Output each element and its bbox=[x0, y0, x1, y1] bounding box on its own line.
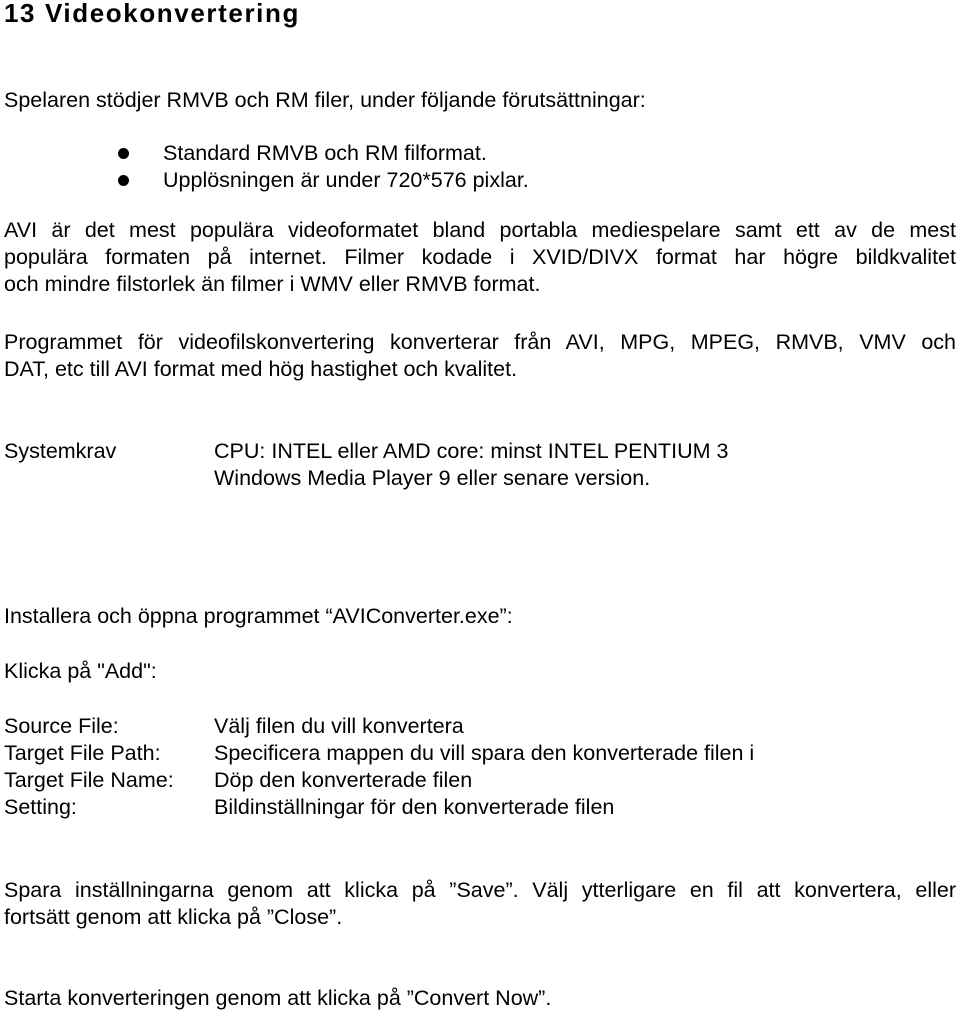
save-paragraph bbox=[4, 877, 956, 931]
paragraph-line: Programmet för videofilskonvertering konverterar från AVI, MPG, MPEG, RMVB, VMV och bbox=[4, 330, 956, 354]
section-heading: 13 Videokonvertering bbox=[4, 0, 300, 28]
click-add-instruction: Klicka på "Add": bbox=[4, 659, 157, 683]
field-label: Target File Name: bbox=[4, 768, 174, 792]
system-requirement-line: CPU: INTEL eller AMD core: minst INTEL PENTIUM 3 bbox=[214, 439, 729, 463]
program-paragraph bbox=[4, 329, 956, 383]
intro-text: Spelaren stödjer RMVB och RM filer, under följande förutsättningar: bbox=[4, 88, 646, 112]
paragraph-line: och mindre filstorlek än filmer i WMV eller RMVB format. bbox=[4, 272, 541, 296]
field-description: Döp den konverterade filen bbox=[214, 768, 473, 792]
install-instruction: Installera och öppna programmet “AVIConverter.exe”: bbox=[4, 604, 513, 628]
field-label: Target File Path: bbox=[4, 741, 161, 765]
field-label: Setting: bbox=[4, 795, 77, 819]
bullet-icon bbox=[118, 148, 129, 159]
paragraph-line: populära formaten på internet. Filmer kodade i XVID/DIVX format har högre bildkvalitet bbox=[4, 245, 956, 269]
system-requirements-label: Systemkrav bbox=[4, 439, 117, 463]
bullet-icon bbox=[118, 175, 129, 186]
field-description: Specificera mappen du vill spara den konverterade filen i bbox=[214, 741, 755, 765]
paragraph-line: DAT, etc till AVI format med hög hastighet och kvalitet. bbox=[4, 357, 518, 381]
paragraph-line: fortsätt genom att klicka på ”Close”. bbox=[4, 905, 343, 929]
system-requirement-line: Windows Media Player 9 eller senare version. bbox=[214, 466, 651, 490]
convert-instruction: Starta konverteringen genom att klicka på ”Convert Now”. bbox=[4, 986, 552, 1010]
avi-paragraph bbox=[4, 217, 956, 298]
field-description: Bildinställningar för den konverterade filen bbox=[214, 795, 615, 819]
paragraph-line: Spara inställningarna genom att klicka på ”Save”. Välj ytterligare en fil att konvertera, eller bbox=[4, 878, 956, 902]
list-item-text: Upplösningen är under 720*576 pixlar. bbox=[163, 168, 529, 192]
field-description: Välj filen du vill konvertera bbox=[214, 714, 464, 738]
list-item-text: Standard RMVB och RM filformat. bbox=[163, 141, 487, 165]
paragraph-line: AVI är det mest populära videoformatet bland portabla mediespelare samt ett av de mest bbox=[4, 218, 956, 242]
field-label: Source File: bbox=[4, 714, 119, 738]
